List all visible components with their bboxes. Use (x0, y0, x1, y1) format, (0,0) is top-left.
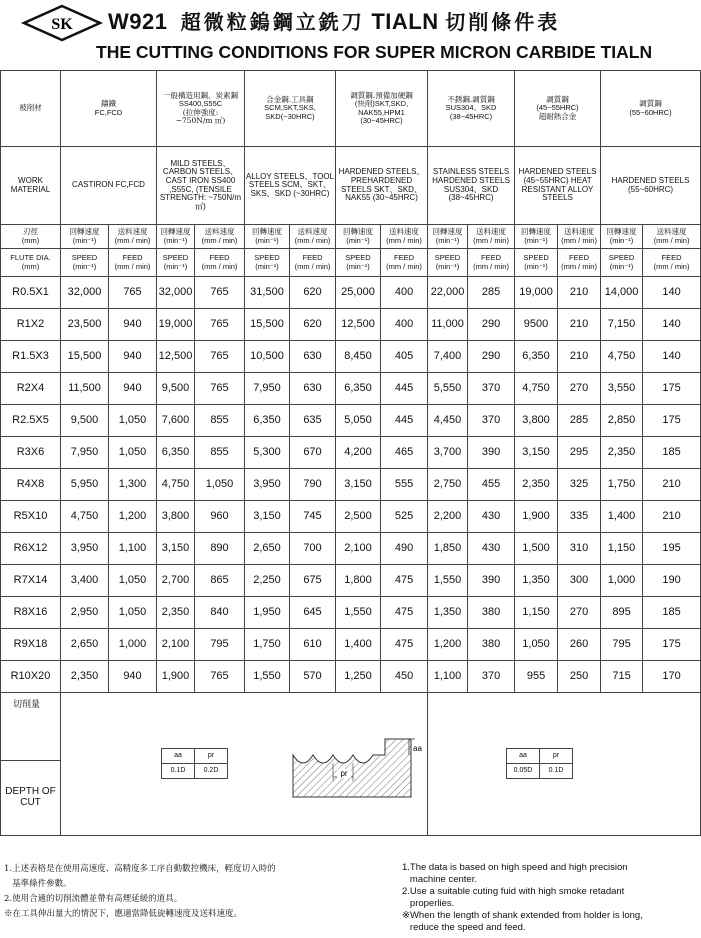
speed-value: 3,150 (157, 533, 195, 565)
feed-header-cn-1: 送料速度 (mm / min) (195, 225, 245, 249)
flute-size: R2X4 (1, 373, 61, 405)
feed-value: 140 (643, 309, 701, 341)
model-number: W921 (108, 9, 168, 34)
flute-size: R4X8 (1, 469, 61, 501)
speed-value: 3,150 (515, 437, 558, 469)
feed-value: 475 (381, 629, 428, 661)
feed-value: 630 (290, 373, 336, 405)
feed-header-en-2: FEED (mm / min) (290, 249, 336, 277)
speed-value: 3,400 (61, 565, 109, 597)
feed-value: 270 (558, 597, 601, 629)
speed-value: 1,000 (601, 565, 643, 597)
feed-value: 840 (195, 597, 245, 629)
depth-of-cut-row-cn (1, 693, 701, 761)
feed-header-cn-0: 送料速度 (mm / min) (109, 225, 157, 249)
speed-value: 2,500 (336, 501, 381, 533)
speed-value: 15,500 (61, 341, 109, 373)
table-row (1, 661, 701, 693)
footnotes-en (402, 862, 698, 934)
note-cn-line: 1.上述表格是在使用高速度、高精度多工序自動數控機床，輕度切入時的 (4, 864, 276, 874)
material-cn-4: 不銹鋼.調質鋼 SUS304、SKD (38~45HRC) (428, 71, 515, 147)
feed-value: 490 (381, 533, 428, 565)
speed-value: 2,650 (61, 629, 109, 661)
speed-value: 1,350 (428, 597, 468, 629)
speed-header-cn-4: 回轉速度 (min⁻¹) (428, 225, 468, 249)
speed-value: 23,500 (61, 309, 109, 341)
speed-value: 2,350 (157, 597, 195, 629)
feed-value: 765 (109, 277, 157, 309)
feed-value: 185 (643, 437, 701, 469)
speed-value: 2,350 (61, 661, 109, 693)
feed-value: 635 (290, 405, 336, 437)
feed-header-en-4: FEED (mm / min) (468, 249, 515, 277)
feed-value: 250 (558, 661, 601, 693)
material-en-3: HARDENED STEELS、PREHARDENED STEELS SKT、SKD、NAK55 (30~45HRC) (336, 147, 428, 225)
depth-of-cut-right (428, 693, 701, 836)
feed-value: 335 (558, 501, 601, 533)
table-row (1, 533, 701, 565)
flute-size: R2.5X5 (1, 405, 61, 437)
table-row (1, 405, 701, 437)
feed-value: 1,200 (109, 501, 157, 533)
feed-value: 290 (468, 309, 515, 341)
feed-value: 1,300 (109, 469, 157, 501)
title-cn-suffix: 切削條件表 (445, 10, 561, 34)
footnotes (0, 862, 700, 938)
feed-value: 190 (643, 565, 701, 597)
feed-value: 400 (381, 309, 428, 341)
feed-value: 855 (195, 437, 245, 469)
speed-value: 4,750 (61, 501, 109, 533)
table-row (1, 501, 701, 533)
feed-value: 285 (558, 405, 601, 437)
speed-value: 1,550 (245, 661, 290, 693)
feed-value: 140 (643, 341, 701, 373)
speed-value: 9500 (515, 309, 558, 341)
speed-value: 1,850 (428, 533, 468, 565)
flute-size: R0.5X1 (1, 277, 61, 309)
feed-value: 675 (290, 565, 336, 597)
feed-value: 210 (558, 341, 601, 373)
page-title-cn (108, 6, 560, 35)
speed-value: 3,950 (245, 469, 290, 501)
feed-header-cn-5: 送料速度 (mm / min) (558, 225, 601, 249)
speed-value: 1,500 (515, 533, 558, 565)
feed-value: 465 (381, 437, 428, 469)
feed-value: 175 (643, 629, 701, 661)
feed-header-cn-4: 送料速度 (mm / min) (468, 225, 515, 249)
speed-value: 19,000 (157, 309, 195, 341)
speed-value: 31,500 (245, 277, 290, 309)
speed-value: 4,750 (157, 469, 195, 501)
speed-value: 7,950 (61, 437, 109, 469)
speed-value: 2,200 (428, 501, 468, 533)
speed-header-en-5: SPEED (min⁻¹) (515, 249, 558, 277)
feed-value: 765 (195, 309, 245, 341)
feed-value: 370 (468, 373, 515, 405)
units-cn-row (1, 225, 701, 249)
feed-value: 285 (468, 277, 515, 309)
feed-value: 390 (468, 437, 515, 469)
feed-value: 260 (558, 629, 601, 661)
svg-text:SK: SK (51, 16, 73, 33)
speed-value: 6,350 (336, 373, 381, 405)
footnotes-cn (4, 862, 374, 922)
material-en-0: CASTIRON FC,FCD (61, 147, 157, 225)
speed-value: 2,100 (157, 629, 195, 661)
speed-value: 4,200 (336, 437, 381, 469)
material-cn-2: 合金鋼.工具鋼 SCM,SKT,SKS, SKD(~30HRC) (245, 71, 336, 147)
speed-value: 3,150 (245, 501, 290, 533)
units-en-row (1, 249, 701, 277)
speed-header-cn-0: 回轉速度 (min⁻¹) (61, 225, 109, 249)
speed-value: 9,500 (157, 373, 195, 405)
speed-value: 7,600 (157, 405, 195, 437)
feed-value: 270 (558, 373, 601, 405)
speed-value: 1,550 (428, 565, 468, 597)
speed-header-en-4: SPEED (min⁻¹) (428, 249, 468, 277)
feed-header-cn-6: 送料速度 (mm / min) (643, 225, 701, 249)
speed-value: 1,350 (515, 565, 558, 597)
flute-size: R9X18 (1, 629, 61, 661)
feed-value: 175 (643, 405, 701, 437)
speed-value: 2,650 (245, 533, 290, 565)
feed-value: 940 (109, 661, 157, 693)
speed-value: 5,950 (61, 469, 109, 501)
feed-value: 290 (468, 341, 515, 373)
page-header (0, 0, 700, 70)
speed-value: 4,750 (515, 373, 558, 405)
table-row (1, 437, 701, 469)
speed-value: 3,150 (336, 469, 381, 501)
feed-value: 670 (290, 437, 336, 469)
table-row (1, 341, 701, 373)
speed-value: 1,800 (336, 565, 381, 597)
svg-text:aa: aa (413, 744, 422, 753)
note-en-line: properlies. (402, 898, 455, 909)
flute-size: R6X12 (1, 533, 61, 565)
speed-value: 5,300 (245, 437, 290, 469)
depth-of-cut-label-cn: 切削量 (1, 693, 61, 761)
feed-value: 765 (195, 373, 245, 405)
cutting-conditions-table (0, 70, 701, 836)
svg-text:pr: pr (340, 769, 348, 778)
speed-value: 795 (601, 629, 643, 661)
speed-value: 2,350 (515, 469, 558, 501)
speed-header-en-3: SPEED (min⁻¹) (336, 249, 381, 277)
coating-name: TIALN (371, 9, 439, 34)
speed-value: 12,500 (336, 309, 381, 341)
depth-of-cut-label-en: DEPTH OF CUT (1, 761, 61, 836)
feed-value: 795 (195, 629, 245, 661)
speed-value: 1,150 (601, 533, 643, 565)
speed-value: 1,750 (601, 469, 643, 501)
material-en-row (1, 147, 701, 225)
flute-size: R3X6 (1, 437, 61, 469)
flute-size: R10X20 (1, 661, 61, 693)
speed-value: 7,400 (428, 341, 468, 373)
table-row (1, 565, 701, 597)
feed-value: 405 (381, 341, 428, 373)
material-cn-row (1, 71, 701, 147)
speed-value: 32,000 (157, 277, 195, 309)
depth-of-cut-left (61, 693, 428, 836)
speed-value: 5,050 (336, 405, 381, 437)
speed-value: 1,550 (336, 597, 381, 629)
feed-value: 445 (381, 405, 428, 437)
feed-value: 570 (290, 661, 336, 693)
table-row (1, 373, 701, 405)
feed-value: 380 (468, 629, 515, 661)
feed-value: 940 (109, 373, 157, 405)
feed-value: 380 (468, 597, 515, 629)
feed-value: 1,050 (109, 405, 157, 437)
speed-value: 1,950 (245, 597, 290, 629)
speed-value: 1,750 (245, 629, 290, 661)
material-cn-1: 一般構造用鋼、炭素鋼 SS400,S55C (拉伸強度: ~750N/m ㎡) (157, 71, 245, 147)
feed-header-cn-3: 送料速度 (mm / min) (381, 225, 428, 249)
feed-value: 185 (643, 597, 701, 629)
feed-value: 445 (381, 373, 428, 405)
flute-size: R1.5X3 (1, 341, 61, 373)
feed-value: 400 (381, 277, 428, 309)
flute-size: R8X16 (1, 597, 61, 629)
speed-value: 5,550 (428, 373, 468, 405)
speed-header-cn-5: 回轉速度 (min⁻¹) (515, 225, 558, 249)
speed-value: 4,750 (601, 341, 643, 373)
speed-value: 895 (601, 597, 643, 629)
speed-value: 1,900 (157, 661, 195, 693)
feed-value: 300 (558, 565, 601, 597)
feed-value: 790 (290, 469, 336, 501)
feed-value: 310 (558, 533, 601, 565)
blade-dia-label-cn: 刃徑 (mm) (1, 225, 61, 249)
speed-value: 6,350 (245, 405, 290, 437)
feed-value: 210 (558, 309, 601, 341)
speed-header-cn-1: 回轉速度 (min⁻¹) (157, 225, 195, 249)
speed-value: 3,550 (601, 373, 643, 405)
feed-value: 555 (381, 469, 428, 501)
feed-value: 620 (290, 277, 336, 309)
feed-value: 645 (290, 597, 336, 629)
feed-value: 295 (558, 437, 601, 469)
speed-value: 2,250 (245, 565, 290, 597)
note-en-line: ※When the length of shank extended from holder is long, (402, 910, 643, 921)
feed-value: 765 (195, 277, 245, 309)
feed-value: 1,050 (109, 565, 157, 597)
feed-value: 525 (381, 501, 428, 533)
note-en-line: machine center. (402, 874, 477, 885)
speed-value: 2,100 (336, 533, 381, 565)
speed-value: 10,500 (245, 341, 290, 373)
table-row (1, 469, 701, 501)
speed-value: 4,450 (428, 405, 468, 437)
feed-value: 865 (195, 565, 245, 597)
table-row (1, 277, 701, 309)
speed-value: 3,800 (515, 405, 558, 437)
work-material-label-en: WORK MATERIAL (1, 147, 61, 225)
speed-value: 6,350 (515, 341, 558, 373)
feed-value: 210 (643, 501, 701, 533)
speed-header-en-2: SPEED (min⁻¹) (245, 249, 290, 277)
speed-value: 14,000 (601, 277, 643, 309)
speed-value: 32,000 (61, 277, 109, 309)
speed-header-cn-2: 回轉速度 (min⁻¹) (245, 225, 290, 249)
speed-value: 1,150 (515, 597, 558, 629)
feed-value: 390 (468, 565, 515, 597)
speed-value: 3,800 (157, 501, 195, 533)
material-en-4: STAINLESS STEELS HARDENED STEELS SUS304、SKD (38~45HRC) (428, 147, 515, 225)
feed-value: 475 (381, 565, 428, 597)
feed-header-en-6: FEED (mm / min) (643, 249, 701, 277)
speed-value: 2,950 (61, 597, 109, 629)
speed-value: 11,500 (61, 373, 109, 405)
depth-table-left: aa pr 0.1D 0.2D (161, 748, 228, 779)
speed-value: 2,850 (601, 405, 643, 437)
flute-size: R5X10 (1, 501, 61, 533)
feed-value: 210 (558, 277, 601, 309)
feed-value: 765 (195, 661, 245, 693)
speed-value: 11,000 (428, 309, 468, 341)
speed-value: 3,700 (428, 437, 468, 469)
feed-value: 1,050 (195, 469, 245, 501)
speed-value: 2,750 (428, 469, 468, 501)
speed-value: 1,250 (336, 661, 381, 693)
page-title-en: THE CUTTING CONDITIONS FOR SUPER MICRON CARBIDE TIALN (96, 42, 653, 62)
speed-value: 19,000 (515, 277, 558, 309)
material-cn-5: 調質鋼 (45~55HRC) 超耐熱合金 (515, 71, 601, 147)
speed-value: 6,350 (157, 437, 195, 469)
feed-value: 1,000 (109, 629, 157, 661)
material-en-1: MILD STEELS、CARBON STEELS、CAST IRON SS400 ,S55C, (TENSILE STRENGTH: ~750N/m ㎡) (157, 147, 245, 225)
flute-size: R1X2 (1, 309, 61, 341)
feed-value: 450 (381, 661, 428, 693)
speed-header-cn-6: 回轉速度 (min⁻¹) (601, 225, 643, 249)
feed-value: 765 (195, 341, 245, 373)
feed-header-cn-2: 送料速度 (mm / min) (290, 225, 336, 249)
speed-value: 2,700 (157, 565, 195, 597)
feed-value: 210 (643, 469, 701, 501)
feed-header-en-1: FEED (mm / min) (195, 249, 245, 277)
material-cn-3: 調質鋼.預備加硬鋼 (快削)SKT,SKD, NAK55,HPM1 (30~45HRC) (336, 71, 428, 147)
table-row (1, 309, 701, 341)
note-en-line: 2.Use a suitable cuting fuid with high smoke retadant (402, 886, 625, 897)
note-en-line: 1.The data is based on high speed and high precision (402, 862, 628, 873)
feed-value: 1,050 (109, 437, 157, 469)
feed-value: 455 (468, 469, 515, 501)
feed-value: 610 (290, 629, 336, 661)
material-en-6: HARDENED STEELS (55~60HRC) (601, 147, 701, 225)
speed-value: 2,350 (601, 437, 643, 469)
speed-value: 7,150 (601, 309, 643, 341)
speed-header-cn-3: 回轉速度 (min⁻¹) (336, 225, 381, 249)
speed-value: 9,500 (61, 405, 109, 437)
feed-value: 370 (468, 405, 515, 437)
note-cn-line: 2.使用合適的切削流體並帶有高煙延緩的道具。 (4, 894, 183, 904)
title-cn: 超微粒鎢鋼立銑刀 (180, 10, 365, 34)
speed-value: 1,050 (515, 629, 558, 661)
feed-value: 940 (109, 309, 157, 341)
speed-value: 1,200 (428, 629, 468, 661)
feed-value: 175 (643, 373, 701, 405)
feed-header-en-5: FEED (mm / min) (558, 249, 601, 277)
material-cn-6: 調質鋼 (55~60HRC) (601, 71, 701, 147)
feed-value: 170 (643, 661, 701, 693)
feed-value: 960 (195, 501, 245, 533)
speed-value: 8,450 (336, 341, 381, 373)
feed-value: 620 (290, 309, 336, 341)
flute-size: R7X14 (1, 565, 61, 597)
flute-dia-label: FLUTE DIA. (mm) (1, 249, 61, 277)
table-row (1, 629, 701, 661)
feed-value: 855 (195, 405, 245, 437)
work-material-label-cn: 被削材 (1, 71, 61, 147)
speed-value: 1,900 (515, 501, 558, 533)
speed-header-en-6: SPEED (min⁻¹) (601, 249, 643, 277)
feed-value: 745 (290, 501, 336, 533)
material-en-5: HARDENED STEELS (45~55HRC) HEAT RESISTANT ALLOY STEELS (515, 147, 601, 225)
depth-of-cut-diagram-icon (289, 733, 422, 803)
material-en-2: ALLOY STEELS、TOOL STEELS SCM、SKT、SKS、SKD (~30HRC) (245, 147, 336, 225)
feed-header-en-0: FEED (mm / min) (109, 249, 157, 277)
feed-value: 195 (643, 533, 701, 565)
feed-value: 630 (290, 341, 336, 373)
feed-value: 1,100 (109, 533, 157, 565)
feed-value: 325 (558, 469, 601, 501)
feed-value: 700 (290, 533, 336, 565)
speed-value: 25,000 (336, 277, 381, 309)
feed-value: 370 (468, 661, 515, 693)
speed-value: 12,500 (157, 341, 195, 373)
speed-value: 1,400 (601, 501, 643, 533)
note-cn-line: ※在工具伸出量大的情況下，應適當降低旋轉速度及送料速度。 (4, 909, 243, 919)
feed-value: 430 (468, 533, 515, 565)
material-cn-0: 鑄鐵 FC,FCD (61, 71, 157, 147)
note-en-line: reduce the speed and feed. (402, 922, 526, 933)
feed-value: 475 (381, 597, 428, 629)
feed-value: 140 (643, 277, 701, 309)
speed-value: 15,500 (245, 309, 290, 341)
note-cn-line: 基準條件參數。 (4, 879, 72, 889)
speed-value: 955 (515, 661, 558, 693)
speed-value: 3,950 (61, 533, 109, 565)
speed-header-en-1: SPEED (min⁻¹) (157, 249, 195, 277)
speed-value: 7,950 (245, 373, 290, 405)
feed-value: 430 (468, 501, 515, 533)
feed-value: 1,050 (109, 597, 157, 629)
speed-value: 22,000 (428, 277, 468, 309)
feed-value: 940 (109, 341, 157, 373)
table-row (1, 597, 701, 629)
speed-value: 1,100 (428, 661, 468, 693)
feed-header-en-3: FEED (mm / min) (381, 249, 428, 277)
feed-value: 890 (195, 533, 245, 565)
sk-logo-icon (22, 4, 102, 42)
speed-value: 1,400 (336, 629, 381, 661)
speed-value: 715 (601, 661, 643, 693)
speed-header-en-0: SPEED (min⁻¹) (61, 249, 109, 277)
depth-table-right: aa pr 0.05D 0.1D (506, 748, 573, 779)
